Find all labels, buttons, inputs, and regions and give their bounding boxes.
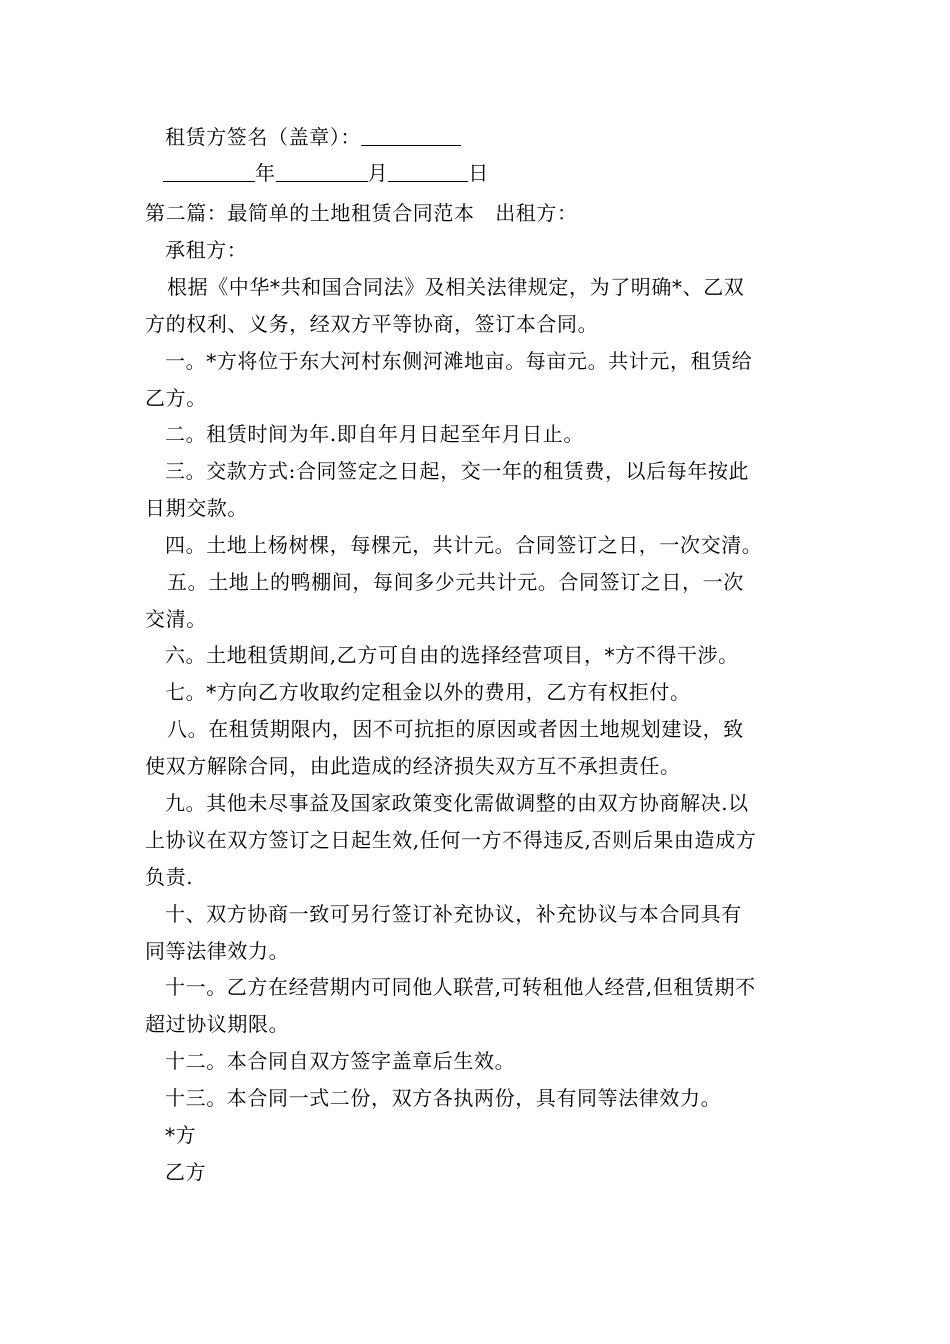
clause-7: 七。*方向乙方收取约定租金以外的费用，乙方有权拒付。 (165, 680, 691, 704)
clause-2: 二。租赁时间为年.即自年月日起至年月日止。 (165, 422, 584, 446)
signature-blank (361, 125, 461, 146)
clause-4: 四。土地上杨树棵，每棵元，共计元。合同签订之日，一次交清。 (165, 533, 763, 557)
day-blank (388, 161, 468, 182)
month-blank (276, 161, 368, 182)
clause-8-line-1: 八。在租赁期限内，因不可抗拒的原因或者因土地规划建设，致 (167, 717, 744, 741)
clause-9-line-2: 上协议在双方签订之日起生效,任何一方不得违反,否则后果由造成方 (145, 828, 757, 852)
year-blank (163, 161, 255, 182)
month-label: 月 (367, 161, 389, 185)
clause-3-line-2: 日期交款。 (145, 496, 248, 520)
clause-9-line-1: 九。其他未尽事益及国家政策变化需做调整的由双方协商解决.以 (165, 791, 749, 815)
clause-6: 六。土地租赁期间,乙方可自由的选择经营项目，*方不得干涉。 (165, 643, 739, 667)
second-section-heading: 第二篇：最简单的土地租赁合同范本 出租方： (145, 201, 578, 225)
preamble-line-2: 方的权利、义务，经双方平等协商，签订本合同。 (145, 312, 599, 336)
clause-10-line-1: 十、双方协商一致可另行签订补充协议，补充协议与本合同具有 (165, 902, 742, 926)
clause-11-line-1: 十一。乙方在经营期内可同他人联营,可转租他人经营,但租赁期不 (165, 975, 756, 999)
clause-3-line-1: 三。交款方式:合同签定之日起，交一年的租赁费，以后每年按此 (165, 459, 750, 483)
preamble-line-1: 根据《中华*共和国合同法》及相关法律规定，为了明确*、乙双 (167, 275, 745, 299)
day-label: 日 (468, 161, 489, 185)
clause-8-line-2: 使双方解除合同，由此造成的经济损失双方互不承担责任。 (145, 754, 681, 778)
clause-13: 十三。本合同一式二份，双方各执两份，具有同等法律效力。 (165, 1086, 722, 1110)
clause-10-line-2: 同等法律效力。 (145, 939, 290, 963)
party-a-label: *方 (165, 1123, 197, 1147)
signature-line (165, 124, 461, 150)
clause-9-line-3: 负责. (145, 865, 194, 889)
clause-1-line-2: 乙方。 (145, 386, 207, 410)
clause-11-line-2: 超过协议期限。 (145, 1012, 290, 1036)
clause-1-line-1: 一。*方将位于东大河村东侧河滩地亩。每亩元。共计元，租赁给 (165, 349, 753, 373)
clause-12: 十二。本合同自双方签字盖章后生效。 (165, 1049, 516, 1073)
year-label: 年 (255, 161, 276, 185)
date-line (163, 160, 489, 186)
party-b-label: 乙方 (165, 1160, 207, 1184)
signature-label: 租赁方签名（盖章）： (165, 125, 361, 149)
clause-5-line-2: 交清。 (145, 607, 207, 631)
clause-5-line-1: 五。土地上的鸭棚间，每间多少元共计元。合同签订之日，一次 (167, 570, 744, 594)
lessee-label: 承租方： (165, 238, 248, 262)
